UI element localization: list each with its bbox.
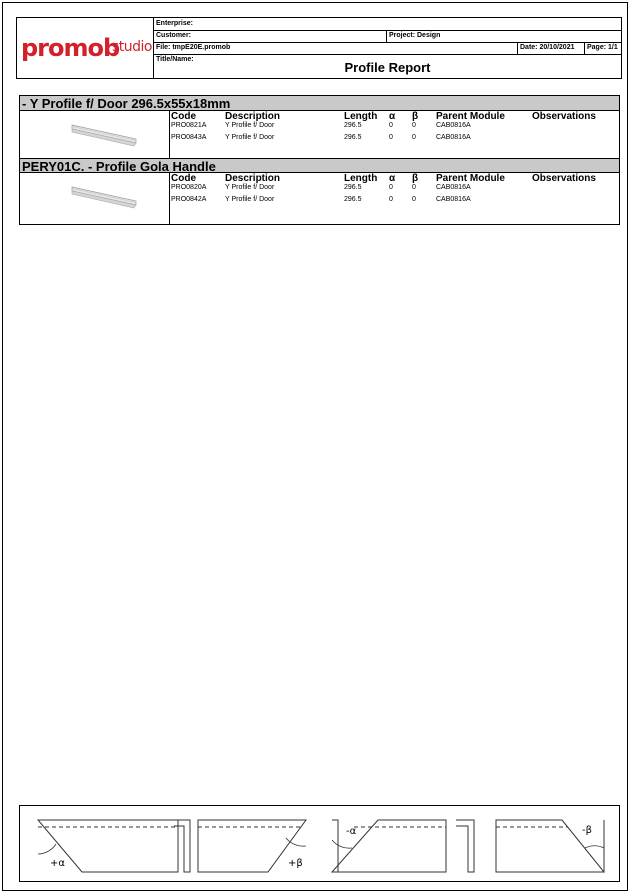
profile-group	[20, 158, 619, 203]
col-beta: β	[412, 111, 419, 122]
cell-description: Y Profile f/ Door	[225, 195, 275, 203]
cell-description: Y Profile f/ Door	[225, 184, 275, 191]
column-headers	[170, 111, 619, 121]
title-row	[154, 54, 621, 78]
col-length: Length	[344, 111, 378, 122]
col-alpha: α	[389, 173, 396, 184]
profile-thumbnail	[20, 111, 170, 158]
report-page	[2, 2, 628, 891]
legend-plus-beta: +β	[288, 858, 303, 869]
logo-main: promob	[21, 34, 120, 62]
col-code: Code	[171, 173, 196, 184]
report-title: Profile Report	[344, 60, 431, 75]
group-columns	[170, 173, 619, 206]
cell-alpha: 0	[389, 122, 393, 129]
profile-image-icon	[70, 121, 140, 151]
cell-beta: 0	[412, 122, 416, 129]
cell-parent: CAB0816A	[436, 195, 471, 203]
col-beta: β	[412, 173, 419, 184]
customer-label: Customer:	[156, 32, 192, 39]
cell-parent: CAB0816A	[436, 133, 471, 141]
report-header	[16, 17, 622, 79]
logo-sub: studio	[112, 39, 152, 55]
col-description: Description	[225, 173, 281, 184]
title-name-label: Title/Name:	[156, 56, 194, 63]
cell-length: 296.5	[344, 133, 362, 141]
promob-logo	[17, 18, 154, 78]
cell-beta: 0	[412, 195, 416, 203]
angle-diagrams	[20, 806, 619, 881]
group-title: - Y Profile f/ Door 296.5x55x18mm	[20, 96, 619, 111]
cell-beta: 0	[412, 184, 416, 191]
enterprise-label: Enterprise:	[156, 20, 193, 27]
profile-thumbnail	[20, 173, 170, 224]
cell-description: Y Profile f/ Door	[225, 133, 275, 141]
table-row	[170, 195, 619, 207]
project-label: Project: Design	[389, 32, 441, 39]
cell-length: 296.5	[344, 184, 362, 191]
col-observations: Observations	[532, 173, 596, 184]
date-label: Date: 20/10/2021	[520, 44, 575, 51]
page-label: Page: 1/1	[587, 44, 618, 51]
cell-code: PRO0821A	[171, 122, 207, 129]
angle-legend	[19, 805, 620, 882]
cell-alpha: 0	[389, 184, 393, 191]
cell-alpha: 0	[389, 133, 393, 141]
cell-code: PRO0843A	[171, 133, 207, 141]
cell-code: PRO0820A	[171, 184, 207, 191]
legend-minus-alpha: -α	[346, 826, 357, 837]
col-length: Length	[344, 173, 378, 184]
table-row	[170, 121, 619, 133]
group-columns	[170, 111, 619, 144]
col-code: Code	[171, 111, 196, 122]
col-parent-module: Parent Module	[436, 111, 505, 122]
file-label: File: tmpE20E.promob	[156, 44, 231, 51]
col-observations: Observations	[532, 111, 596, 122]
cell-length: 296.5	[344, 122, 362, 129]
profile-image-icon	[70, 183, 140, 213]
cell-alpha: 0	[389, 195, 393, 203]
profile-table	[19, 95, 620, 225]
col-alpha: α	[389, 111, 396, 122]
legend-plus-alpha: +α	[50, 858, 65, 869]
table-row	[170, 133, 619, 145]
col-parent-module: Parent Module	[436, 173, 505, 184]
cell-code: PRO0842A	[171, 195, 207, 203]
cell-parent: CAB0816A	[436, 184, 471, 191]
table-row	[170, 183, 619, 195]
legend-minus-beta: -β	[582, 825, 592, 836]
cell-beta: 0	[412, 133, 416, 141]
cell-description: Y Profile f/ Door	[225, 122, 275, 129]
column-headers	[170, 173, 619, 183]
cell-parent: CAB0816A	[436, 122, 471, 129]
group-title: PERY01C. - Profile Gola Handle	[20, 158, 619, 173]
cell-length: 296.5	[344, 195, 362, 203]
profile-group	[20, 96, 619, 141]
col-description: Description	[225, 111, 281, 122]
